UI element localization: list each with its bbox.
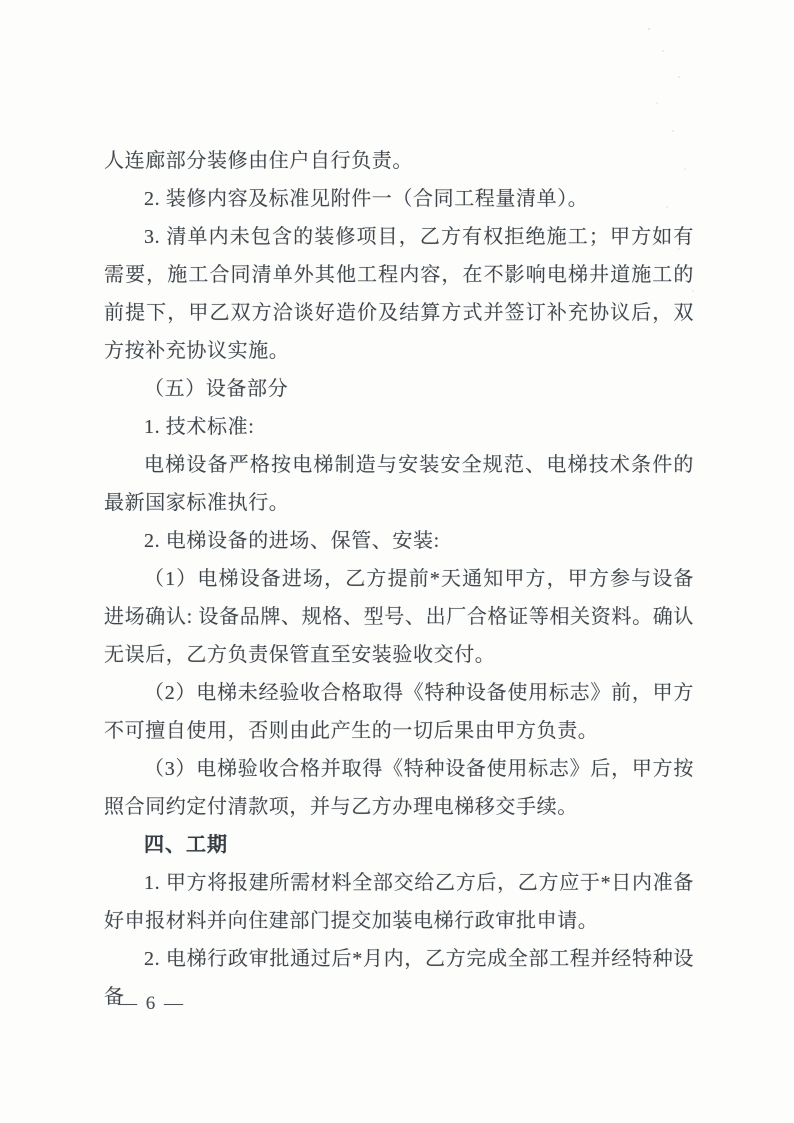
clause-decoration-2: 2. 装修内容及标准见附件一（合同工程量清单）。 <box>144 188 589 210</box>
scan-speckle-artifact <box>648 28 650 30</box>
clause-equipment-item-2: （2）电梯未经验收合格取得《特种设备使用标志》前，甲方不可擅自使用，否则由此产生的一切后果由甲方负责。 <box>104 682 694 742</box>
document-body <box>104 142 694 1016</box>
clause-equipment-item-1: （1）电梯设备进场，乙方提前*天通知甲方，甲方参与设备进场确认: 设备品牌、规格、型号、出厂合格证等相关资料。确认无误后，乙方负责保管直至安装验收交付。 <box>104 568 694 666</box>
clause-equipment-item-3: （3）电梯验收合格并取得《特种设备使用标志》后，甲方按照合同约定付清款项，并与乙方办理电梯移交手续。 <box>104 758 694 818</box>
clause-period-2: 2. 电梯行政审批通过后*月内，乙方完成全部工程并经特种设备 <box>104 948 694 1008</box>
paragraph-continuation: 人连廊部分装修由住户自行负责。 <box>104 150 413 172</box>
clause-technical-standard-title: 1. 技术标准: <box>144 416 255 438</box>
clause-decoration-3: 3. 清单内未包含的装修项目，乙方有权拒绝施工；甲方如有需要，施工合同清单外其他工程内容，在不影响电梯井道施工的前提下，甲乙双方洽谈好造价及结算方式并签订补充协议后，双方按补充协议实施。 <box>104 226 694 362</box>
section-heading-equipment-part: （五）设备部分 <box>144 378 289 400</box>
clause-period-1: 1. 甲方将报建所需材料全部交给乙方后，乙方应于*日内准备好申报材料并向住建部门提交加装电梯行政审批申请。 <box>104 872 694 932</box>
section-heading-construction-period: 四、工期 <box>144 834 228 856</box>
clause-equipment-handling-title: 2. 电梯设备的进场、保管、安装: <box>144 530 440 552</box>
page-number: — 6 — <box>118 993 185 1014</box>
clause-technical-standard-body: 电梯设备严格按电梯制造与安装安全规范、电梯技术条件的最新国家标准执行。 <box>104 454 694 514</box>
